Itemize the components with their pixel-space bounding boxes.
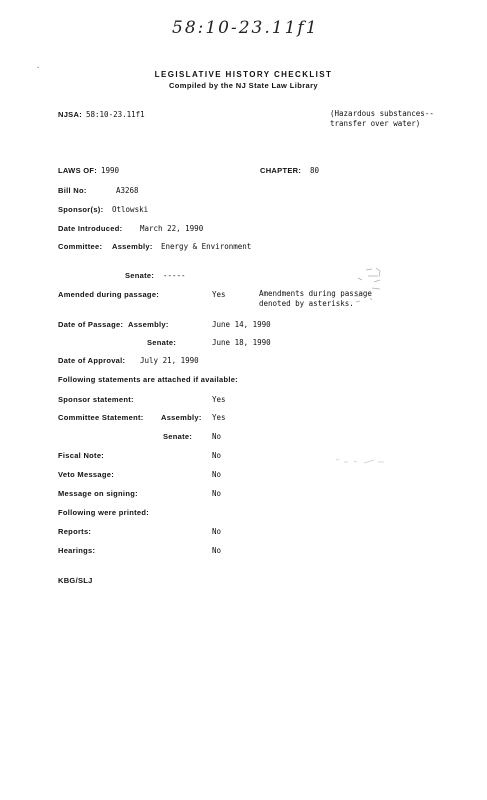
amended-note: Amendments during passage denoted by asterisks. — [259, 289, 372, 308]
document-title: LEGISLATIVE HISTORY CHECKLIST — [154, 70, 333, 79]
committee-senate-label: Senate: — [125, 271, 155, 280]
veto-message-label: Veto Message: — [58, 470, 115, 479]
njsa-label: NJSA: — [58, 110, 83, 119]
librarian-initials: KBG/SLJ — [58, 576, 93, 585]
passage-assembly-label: Assembly: — [128, 320, 169, 329]
hearings-value: No — [212, 546, 222, 555]
topic-note: (Hazardous substances--transfer over water) — [330, 109, 434, 128]
reports-value: No — [212, 527, 222, 536]
message-on-signing-value: No — [212, 489, 222, 498]
sponsor-statement-value: Yes — [212, 395, 226, 404]
committee-statement-assembly-value: Yes — [212, 413, 226, 422]
statements-heading: Following statements are attached if available: — [58, 375, 238, 384]
sponsor-statement-label: Sponsor statement: — [58, 395, 134, 404]
fiscal-note-value: No — [212, 451, 222, 460]
veto-message-value: No — [212, 470, 222, 479]
date-introduced-value: March 22, 1990 — [140, 224, 204, 233]
scan-smudge-mark-2 — [330, 448, 390, 468]
committee-senate-value: ----- — [163, 271, 186, 280]
handwritten-statute-number: 58:10-23.11f1 — [172, 18, 319, 38]
printed-heading: Following were printed: — [58, 508, 150, 517]
date-introduced-label: Date Introduced: — [58, 224, 123, 233]
date-of-approval-value: July 21, 1990 — [140, 356, 199, 365]
date-of-passage-label: Date of Passage: — [58, 320, 124, 329]
fiscal-note-label: Fiscal Note: — [58, 451, 105, 460]
committee-label: Committee: — [58, 242, 103, 251]
chapter-value: 80 — [310, 166, 320, 175]
njsa-value: 58:10-23.11f1 — [86, 110, 145, 119]
committee-statement-label: Committee Statement: — [58, 413, 144, 422]
message-on-signing-label: Message on signing: — [58, 489, 138, 498]
date-of-approval-label: Date of Approval: — [58, 356, 126, 365]
scan-speck: · — [36, 64, 41, 72]
passage-assembly-value: June 14, 1990 — [212, 320, 271, 329]
amended-value: Yes — [212, 290, 226, 299]
sponsors-label: Sponsor(s): — [58, 205, 104, 214]
committee-statement-senate-value: No — [212, 432, 222, 441]
reports-label: Reports: — [58, 527, 92, 536]
hearings-label: Hearings: — [58, 546, 96, 555]
chapter-label: CHAPTER: — [260, 166, 302, 175]
passage-senate-label: Senate: — [147, 338, 177, 347]
laws-of-value: 1990 — [101, 166, 120, 175]
committee-assembly-value: Energy & Environment — [161, 242, 252, 251]
bill-no-value: A3268 — [116, 186, 139, 195]
amended-label: Amended during passage: — [58, 290, 160, 299]
scan-smudge-mark — [346, 264, 396, 314]
bill-no-label: Bill No: — [58, 186, 87, 195]
document-subtitle: Compiled by the NJ State Law Library — [168, 81, 318, 90]
committee-assembly-label: Assembly: — [112, 242, 153, 251]
committee-statement-assembly-label: Assembly: — [161, 413, 202, 422]
sponsors-value: Otlowski — [112, 205, 149, 214]
committee-statement-senate-label: Senate: — [163, 432, 193, 441]
passage-senate-value: June 18, 1990 — [212, 338, 271, 347]
laws-of-label: LAWS OF: — [58, 166, 98, 175]
